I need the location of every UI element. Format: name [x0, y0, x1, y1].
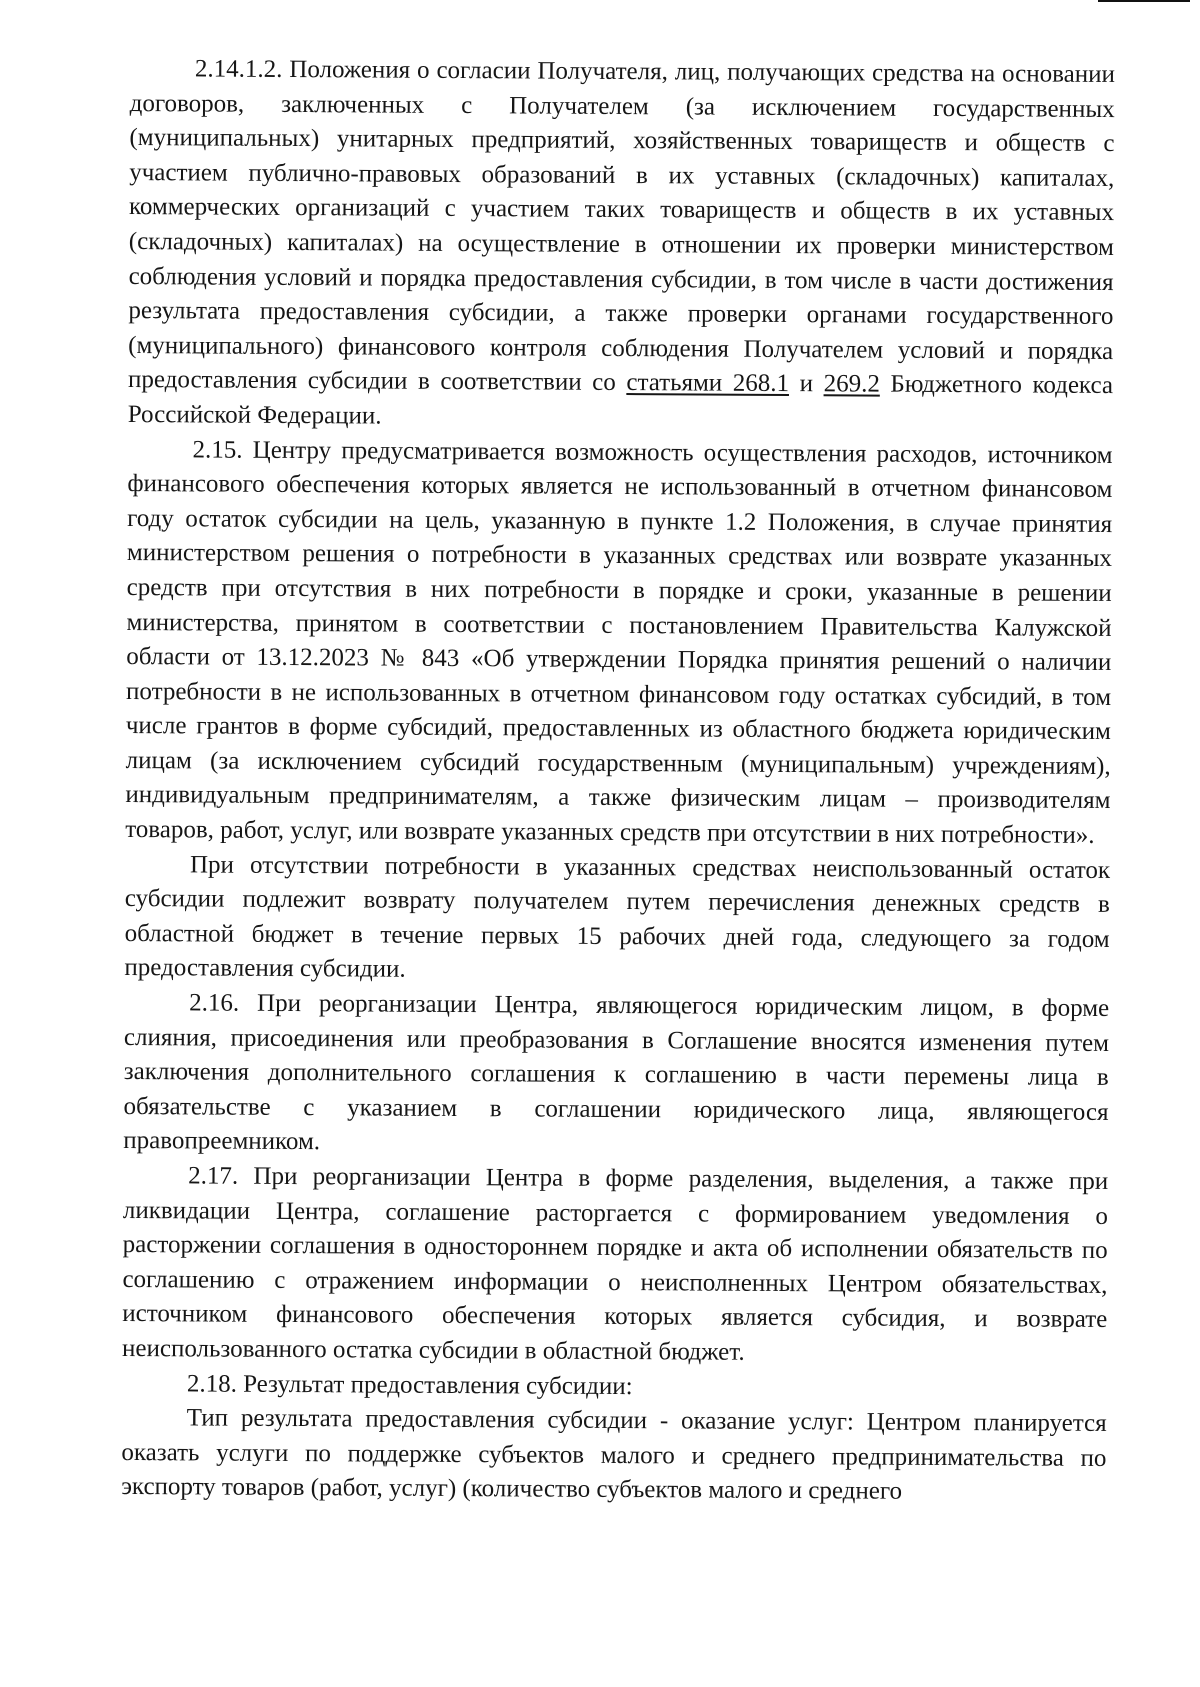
paragraph-2-18: 2.18. Результат предоставления субсидии: [186, 1369, 633, 1400]
document-body [121, 52, 1115, 1511]
article-269-link[interactable]: 269.2 [823, 370, 880, 398]
paragraph-2-14-tail: Бюджетного кодекса Российской Федерации. [127, 370, 1114, 430]
articles-link[interactable]: статьями 268.1 [626, 369, 790, 398]
paragraph-2-14-1-2 [128, 52, 1115, 439]
paragraph-2-16: 2.16. При реорганизации Центра, являющегося юридическим лицом, в форме слияния, присоединения или преобразования в Соглашение вносятся изменения путем заключения дополнительного соглашения к соглашению в части перемены лица в обязательстве с указанием в соглашении юридического лица, являющегося правопреемником. [123, 989, 1110, 1156]
paragraph-2-17: 2.17. При реорганизации Центра в форме разделения, выделения, а также при ликвидации Центра, соглашение расторгается с формированием уведомления о расторжении соглашения в одностороннем порядке и акта об исполнении обязательств по соглашению с отражением информации о неисполненных Центром обязательствах, источником финансового обеспечения которых является субсидия, и возврате неиспользованного остатка субсидии в областной бюджет. [121, 1162, 1109, 1366]
paragraph-2-15: 2.15. Центру предусматривается возможность осуществления расходов, источником финансового обеспечения которых является не использованный в отчетном финансовом году остаток субсидии на цель, указанную в пункте 1.2 Положения, в случае принятия министерством решения о потребности в указанных средствах или возврате указанных средств при отсутствия в них потребности в порядке и сроки, указанные в решении министерства, принятом в соответствии с постановлением Правительства Калужской области от 13.12.2023 № 843 «Об утверждении Порядка принятия решений о наличии потребности в не использованных в отчетном финансовом году остатках субсидий, в том числе грантов в форме субсидий, предоставленных из областного бюджета юридическим лицам (за исключением субсидий государственным (муниципальным) учреждениям), индивидуальным предпринимателям, а также физическим лицам – производителям товаров, работ, услуг, или возврате указанных средств при отсутствии в них потребности». [125, 435, 1113, 849]
top-right-rule [1098, 0, 1190, 2]
paragraph-absence: При отсутствии потребности в указанных средствах неиспользованный остаток субсидии подлежит возврату получателем путем перечисления денежных средств в областной бюджет в течение первых 15 рабочих дней года, следующего за годом предоставления субсидии. [124, 851, 1111, 984]
paragraph-2-14-1-2-text: 2.14.1.2. Положения о согласии Получателя, лиц, получающих средства на основании договоров, заключенных с Получателем (за исключением государственных (муниципальных) унитарных предприятий, хозяйственных товариществ и обществ с участием публично-правовых образований в их уставных (складочных) капиталах, коммерческих организаций с участием таких товариществ и обществ в их уставных (складочных) капиталах) на осуществление в отношении их проверки министерством соблюдения условий и порядка предоставления субсидии, в том числе в части достижения результата предоставления субсидии, а также проверки органами государственного (муниципального) финансового контроля соблюдения Получателем условий и порядка предоставления субсидии в соответствии со [127, 55, 1115, 397]
and-word: и [799, 370, 814, 398]
paragraph-result-type: Тип результата предоставления субсидии - оказание услуг: Центром планируется оказать услуги по поддержке субъектов малого и среднего предпринимательства по экспорту товаров (работ, услуг) (количество субъектов малого и среднего [121, 1404, 1107, 1506]
